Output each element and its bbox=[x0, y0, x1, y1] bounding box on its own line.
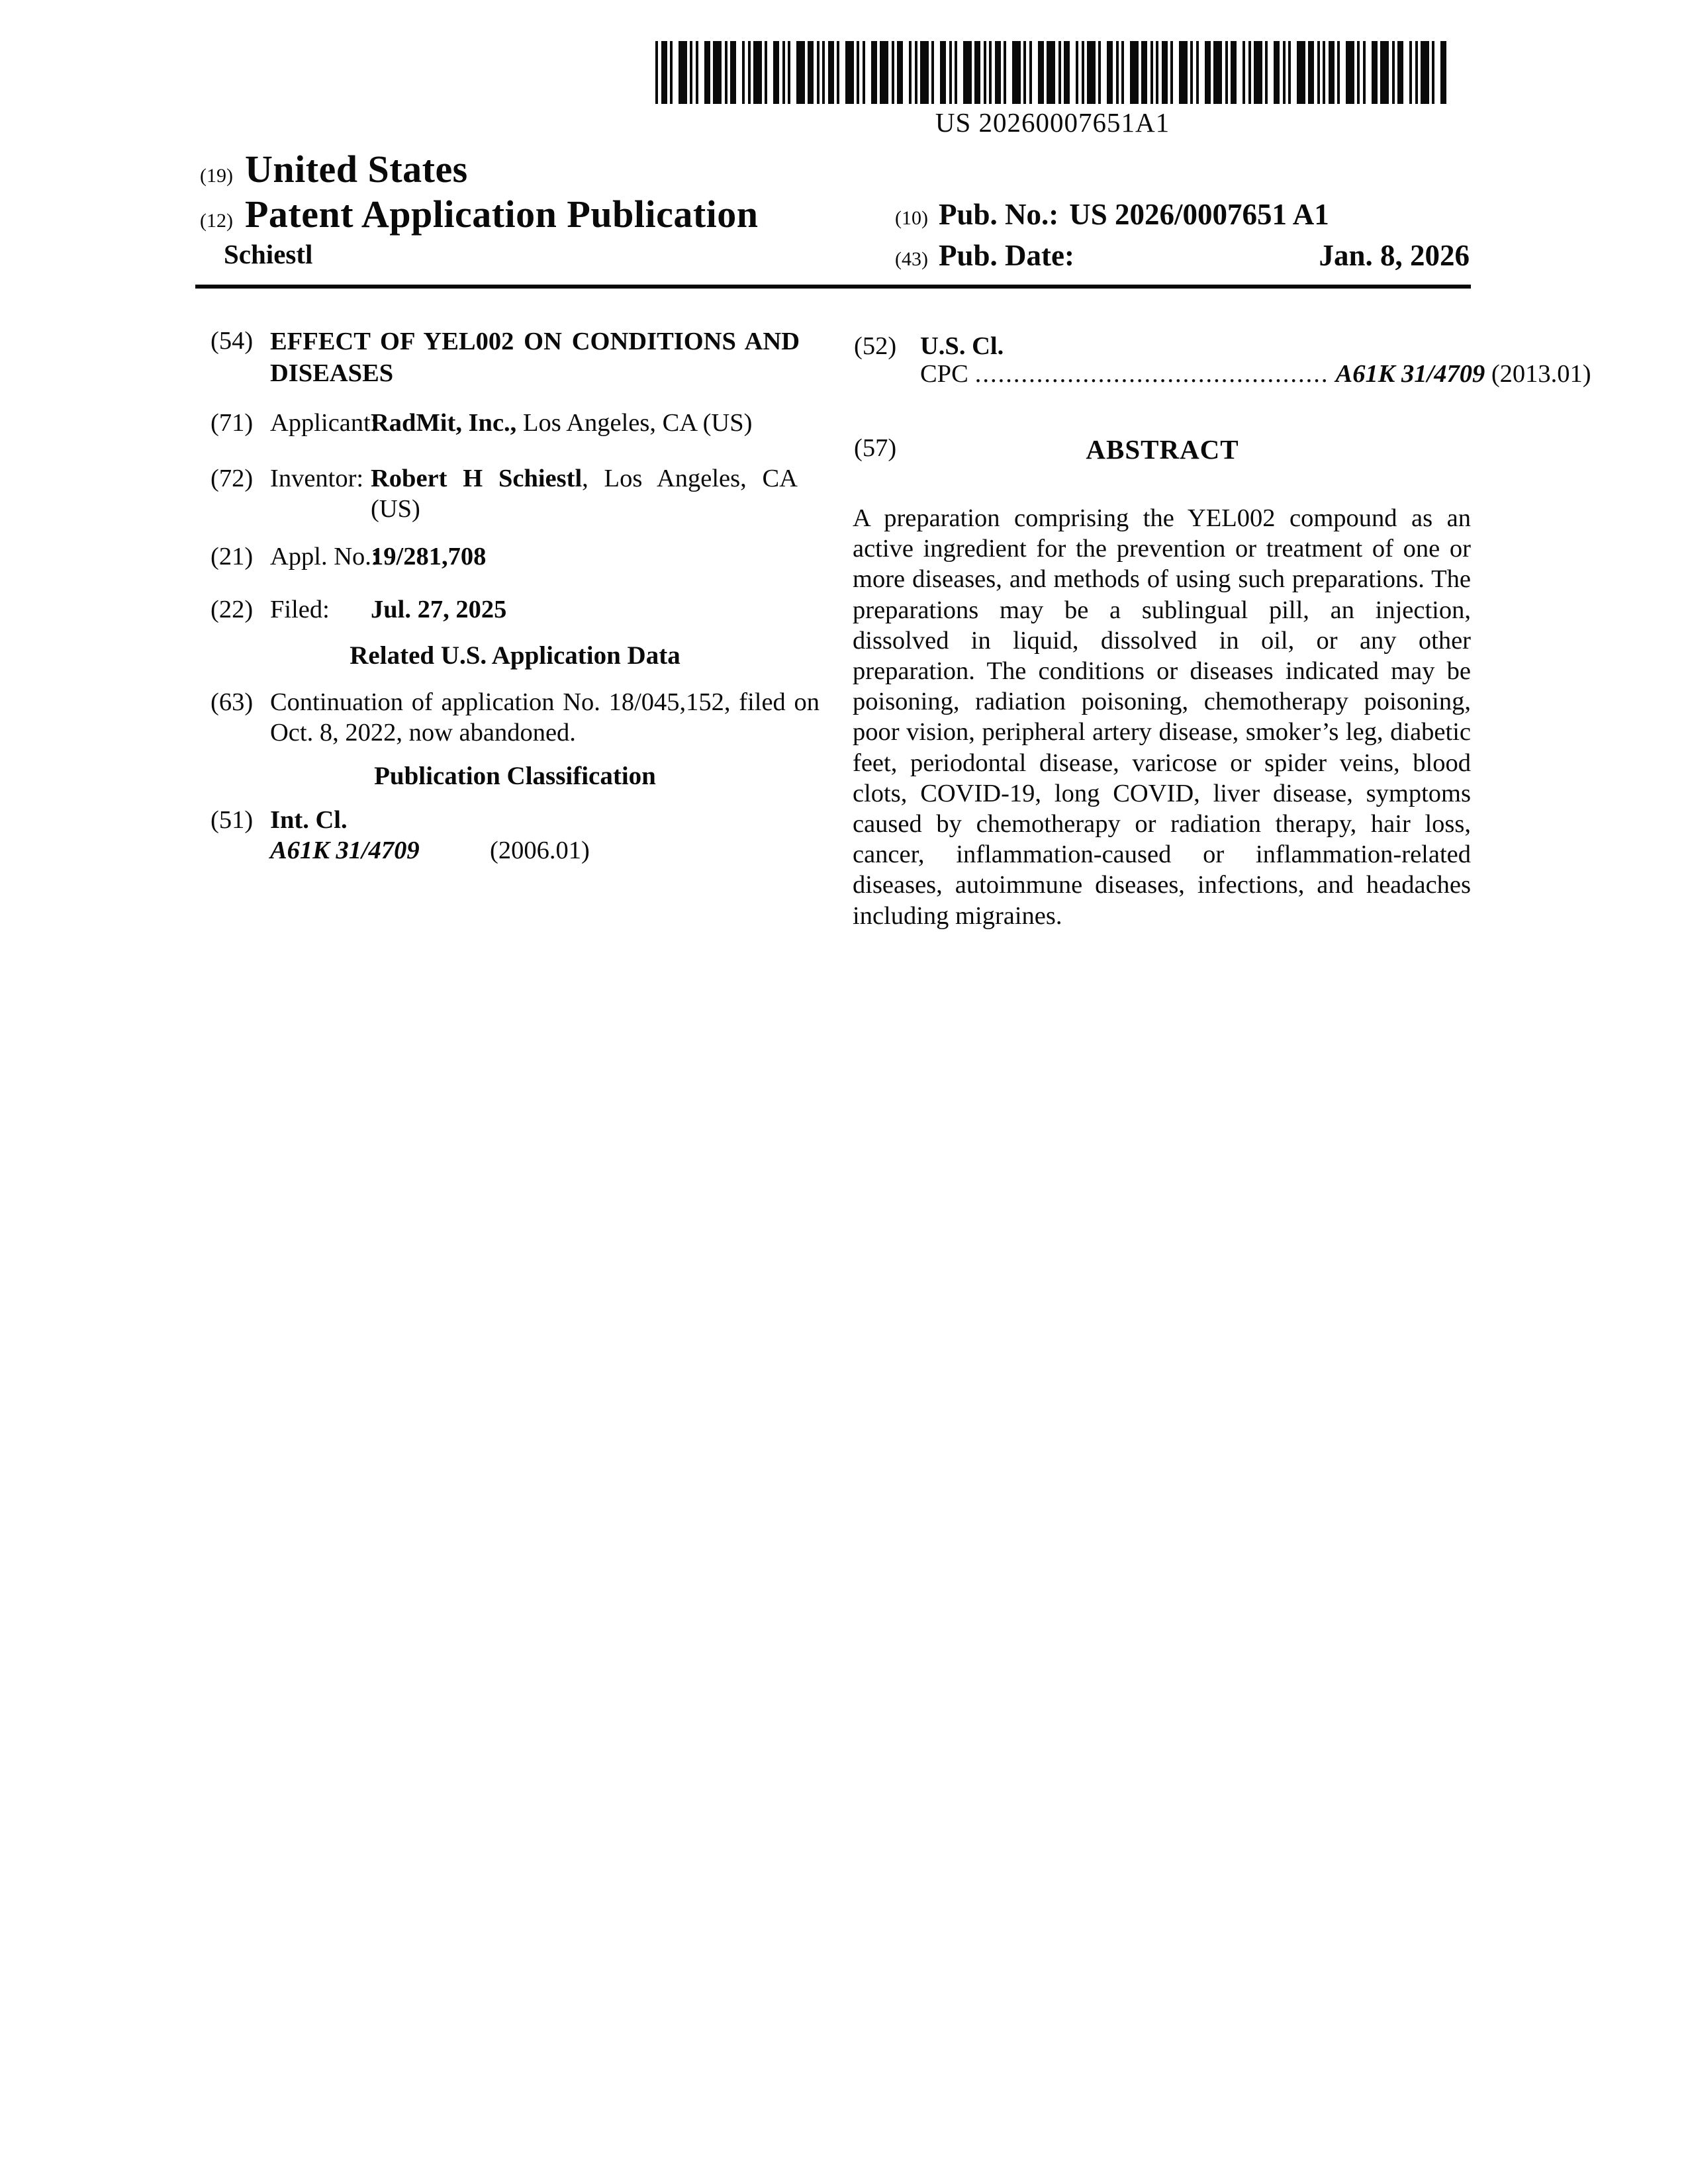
barcode-number: US 20260007651A1 bbox=[935, 107, 1170, 138]
ref-code-72: (72) bbox=[211, 465, 254, 492]
pub-date-value: Jan. 8, 2026 bbox=[1319, 239, 1470, 272]
abstract-heading: ABSTRACT bbox=[1086, 434, 1239, 465]
ref-code-63: (63) bbox=[211, 688, 254, 716]
ref-code-19: (19) bbox=[200, 165, 233, 187]
inventor-location: , Los Angeles, CA (US) bbox=[371, 465, 798, 523]
author-surname: Schiestl bbox=[224, 239, 313, 269]
ref-code-21: (21) bbox=[211, 543, 254, 570]
appl-no-label: Appl. No.: bbox=[270, 543, 379, 570]
applicant-value bbox=[371, 408, 752, 438]
inventor-label: Inventor: bbox=[270, 465, 364, 492]
continuation-text: Continuation of application No. 18/045,152, filed on Oct. 8, 2022, now abandoned. bbox=[270, 688, 820, 747]
cpc-version: (2013.01) bbox=[1491, 360, 1591, 388]
int-cl-block bbox=[270, 805, 590, 866]
applicant-label: Applicant: bbox=[270, 409, 378, 437]
country-name: United States bbox=[244, 148, 468, 191]
ref-code-43: (43) bbox=[895, 248, 928, 270]
publication-classification-heading: Publication Classification bbox=[374, 762, 656, 790]
int-cl-class: A61K 31/4709 bbox=[270, 837, 420, 864]
application-number-row bbox=[211, 541, 486, 572]
pub-no-label: Pub. No.: bbox=[938, 198, 1059, 231]
int-cl-label: Int. Cl. bbox=[270, 806, 348, 834]
ref-code-71: (71) bbox=[211, 409, 254, 437]
cpc-dotted-leader: .............................................. bbox=[974, 360, 1329, 388]
int-cl-version: (2006.01) bbox=[490, 837, 590, 864]
int-cl-row bbox=[211, 805, 590, 866]
publication-number-line bbox=[895, 197, 1470, 232]
applicant-name: RadMit, Inc., bbox=[371, 409, 517, 437]
appl-no-value: 19/281,708 bbox=[371, 543, 487, 570]
header-country-line bbox=[200, 147, 468, 191]
inventor-value bbox=[371, 463, 798, 524]
cpc-row bbox=[920, 359, 1591, 388]
invention-title: EFFECT OF YEL002 ON CONDITIONS AND DISEASES bbox=[270, 328, 800, 387]
header-divider-rule bbox=[195, 285, 1471, 289]
inventor-row bbox=[211, 463, 798, 524]
publication-kind: Patent Application Publication bbox=[244, 193, 759, 236]
cpc-entry bbox=[1336, 359, 1591, 388]
pub-date-label: Pub. Date: bbox=[938, 239, 1074, 272]
ref-code-12: (12) bbox=[200, 210, 233, 232]
publication-date-line bbox=[895, 238, 1470, 273]
inventor-name: Robert H Schiestl bbox=[371, 465, 583, 492]
us-cl-row bbox=[854, 331, 1004, 361]
title-row bbox=[211, 326, 800, 389]
ref-code-10: (10) bbox=[895, 207, 928, 229]
filed-value: Jul. 27, 2025 bbox=[371, 596, 507, 623]
pub-no-value: US 2026/0007651 A1 bbox=[1069, 198, 1329, 231]
applicant-location: Los Angeles, CA (US) bbox=[516, 409, 753, 437]
abstract-heading-row bbox=[854, 433, 1471, 467]
ref-code-51: (51) bbox=[211, 806, 254, 834]
cpc-class: A61K 31/4709 bbox=[1335, 360, 1485, 388]
filed-label: Filed: bbox=[270, 596, 330, 623]
ref-code-57: (57) bbox=[854, 434, 897, 462]
ref-code-54: (54) bbox=[211, 327, 254, 355]
ref-code-22: (22) bbox=[211, 596, 254, 623]
barcode-bars bbox=[655, 41, 1450, 104]
header-kind-line bbox=[200, 192, 759, 236]
applicant-row bbox=[211, 408, 752, 438]
barcode bbox=[655, 41, 1450, 138]
ref-code-52: (52) bbox=[854, 332, 897, 360]
filed-date-row bbox=[211, 594, 506, 625]
cpc-label: CPC bbox=[920, 360, 968, 388]
us-cl-label: U.S. Cl. bbox=[920, 332, 1004, 360]
abstract-text: A preparation comprising the YEL002 compound as an active ingredient for the prevention or treatment of one or more diseases, and methods of using such preparations. The preparations may be a sublingual pill, an injection, dissolved in liquid, dissolved in oil, or any other preparation. The conditions or diseases indicated may be poisoning, radiation poisoning, chemotherapy poisoning, poor vision, peripheral artery disease, smoker’s leg, diabetic feet, periodontal disease, varicose or spider veins, blood clots, COVID-19, long COVID, liver disease, symptoms caused by chemotherapy or radiation therapy, hair loss, cancer, inflammation-caused or inflammation-related diseases, autoimmune diseases, infections, and headaches including migraines. bbox=[853, 504, 1471, 930]
int-cl-entry bbox=[270, 837, 590, 864]
continuation-row bbox=[211, 687, 820, 748]
related-application-data-heading: Related U.S. Application Data bbox=[350, 641, 680, 670]
